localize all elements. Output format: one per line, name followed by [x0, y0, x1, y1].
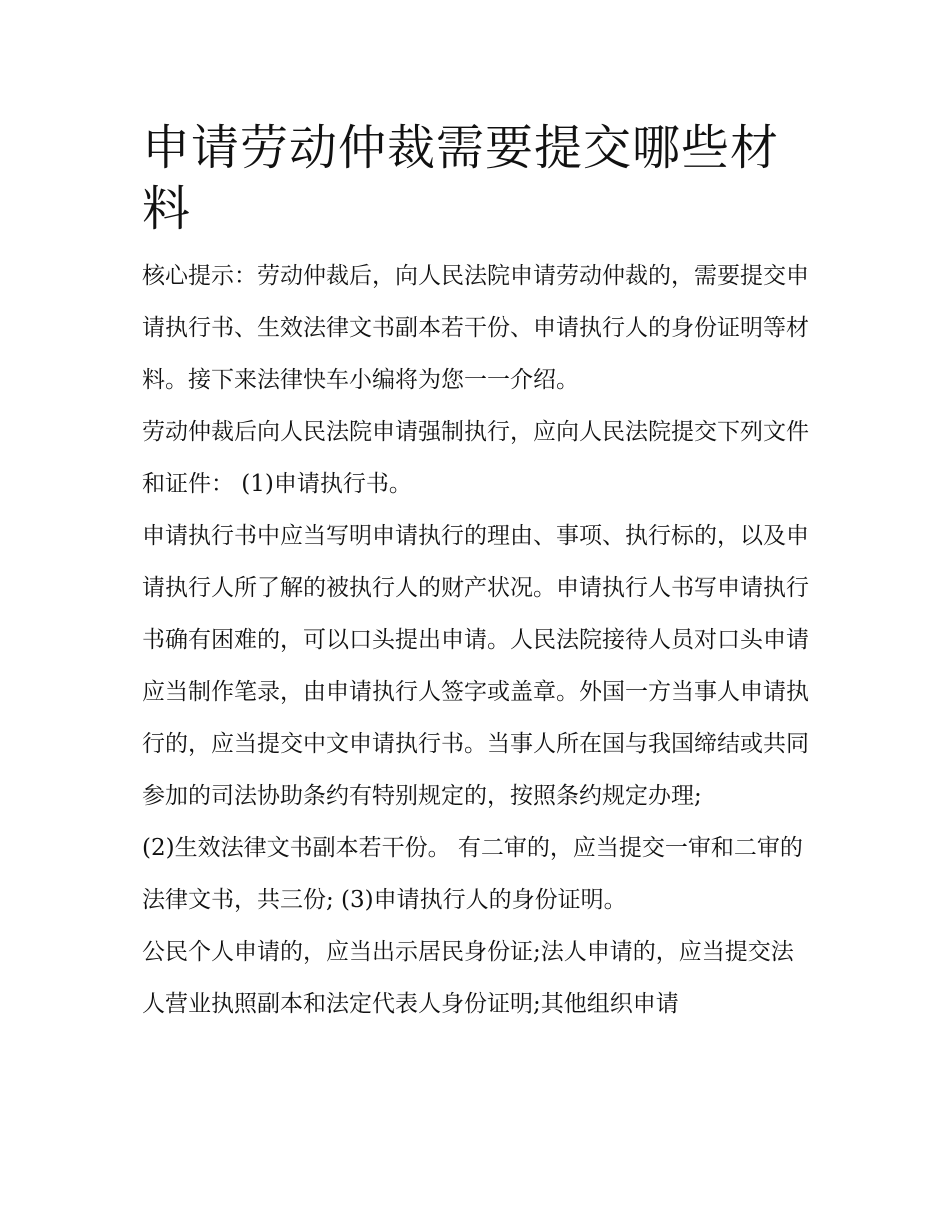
paragraph-enforcement-documents: 劳动仲裁后向人民法院申请强制执行，应向人民法院提交下列文件和证件： (1)申请执行书。 [142, 419, 809, 497]
paragraph-application-letter: 申请执行书中应当写明申请执行的理由、事项、执行标的，以及申请执行人所了解的被执行人的财产状况。申请执行人书写申请执行书确有困难的，可以口头提出申请。人民法院接待人员对口头申请应当制作笔录，由申请执行人签字或盖章。外国一方当事人申请执行的，应当提交中文申请执行书。当事人所在国与我国缔结或共同参加的司法协助条约有特别规定的，按照条约规定办理; [142, 523, 809, 809]
document-title: 申请劳动仲裁需要提交哪些材料 [142, 120, 780, 237]
paragraph-list [142, 250, 814, 1030]
document-body [142, 118, 814, 1030]
paragraph-core-tip: 核心提示：劳动仲裁后，向人民法院申请劳动仲裁的，需要提交申请执行书、生效法律文书副本若干份、申请执行人的身份证明等材料。接下来法律快车小编将为您一一介绍。 [142, 263, 809, 393]
paragraph-identity-proof: 公民个人申请的，应当出示居民身份证;法人申请的，应当提交法人营业执照副本和法定代表人身份证明;其他组织申请 [142, 939, 794, 1017]
paragraph-legal-documents: (2)生效法律文书副本若干份。 有二审的，应当提交一审和二审的法律文书，共三份; (3)申请执行人的身份证明。 [142, 835, 803, 913]
